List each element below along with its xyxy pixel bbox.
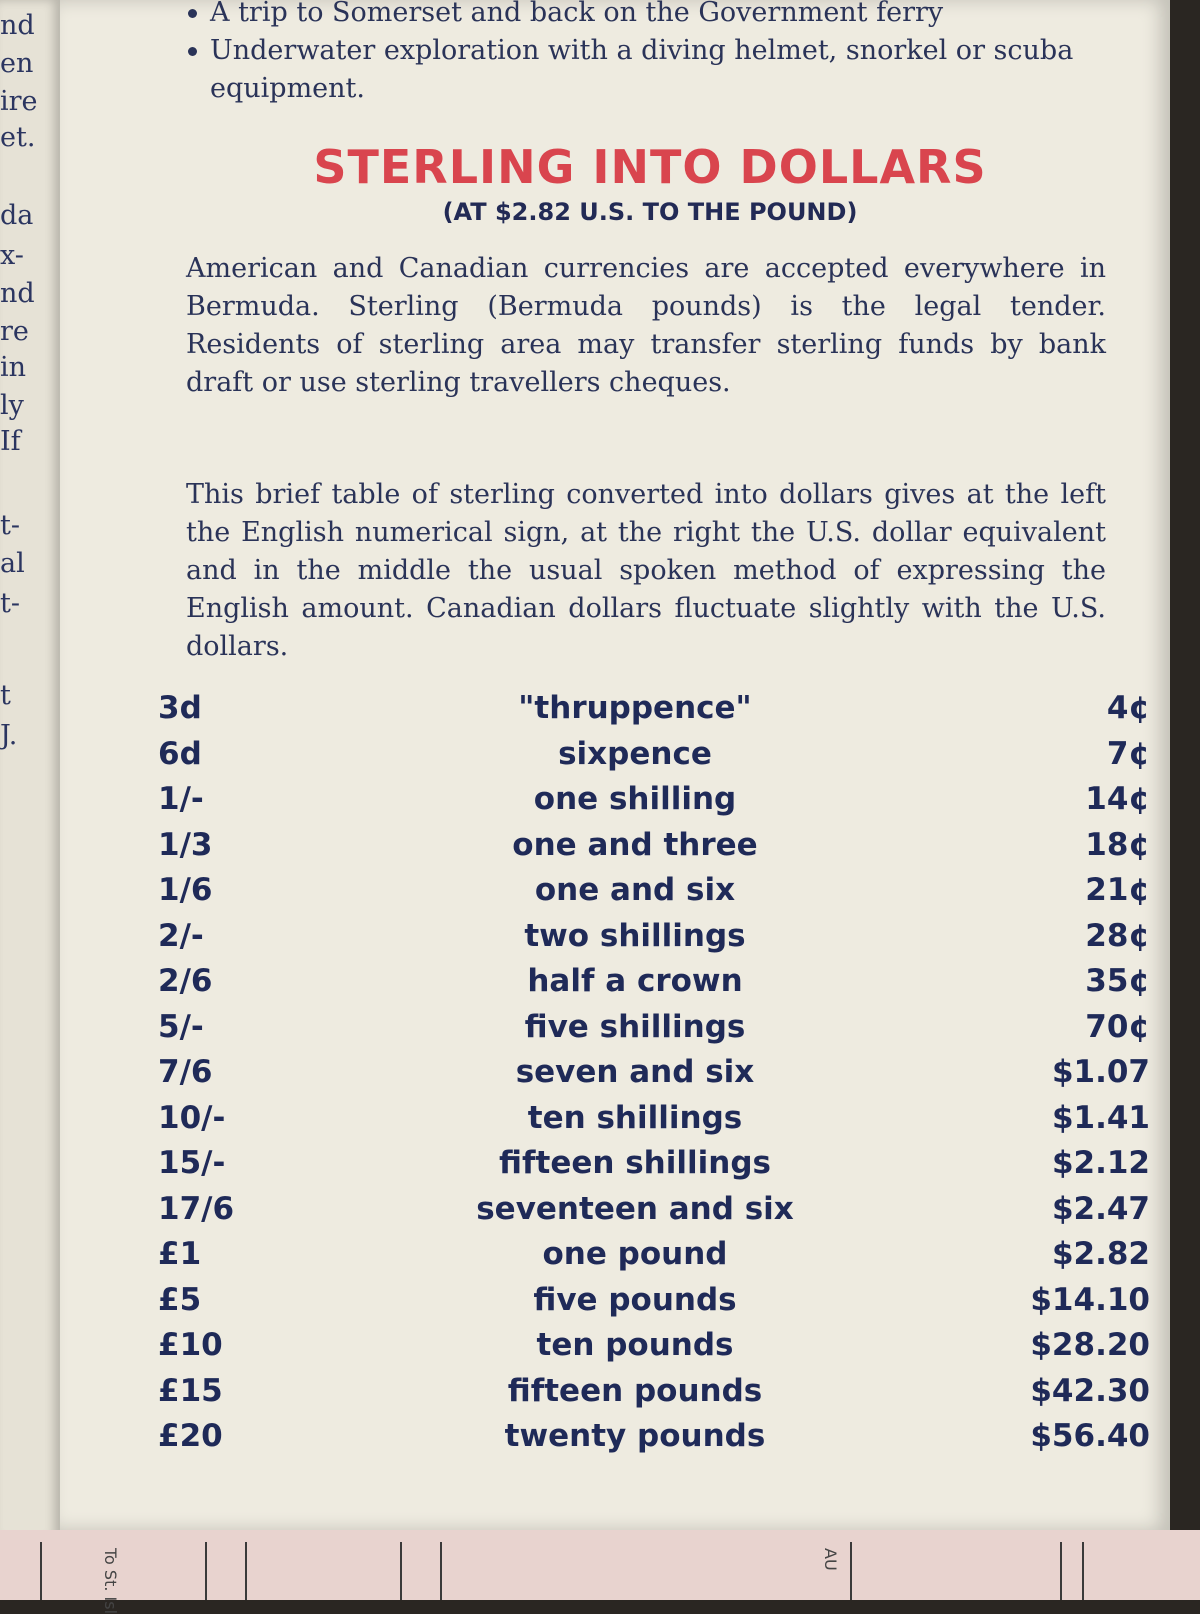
spoken-amount: seven and six	[515, 1054, 755, 1090]
left-page-fragment: J.	[0, 720, 18, 751]
conversion-row	[140, 1327, 1150, 1373]
sterling-sign: £10	[158, 1327, 223, 1363]
usd-value: $14.10	[1030, 1281, 1150, 1318]
left-page-fragment: t-	[0, 588, 20, 619]
usd-value: $2.12	[1051, 1145, 1150, 1181]
spoken-amount: half a crown	[527, 963, 743, 999]
left-page-fragment: If	[0, 426, 21, 457]
activity-bullet-list	[186, 0, 1086, 108]
sterling-sign: 2/-	[158, 917, 204, 954]
strip-label: AU	[821, 1548, 840, 1571]
conversion-row	[140, 1145, 1150, 1191]
spoken-amount: twenty pounds	[504, 1418, 766, 1454]
spoken-amount: one pound	[542, 1236, 728, 1272]
usd-value: 21¢	[1085, 872, 1150, 908]
left-page-fragment: nd	[0, 278, 35, 309]
sterling-sign: 15/-	[158, 1145, 226, 1181]
usd-value: $2.82	[1051, 1236, 1150, 1272]
currency-paragraph: American and Canadian currencies are accepted everywhere in Bermuda. Sterling (Bermuda pounds) is the legal tender. Residents of sterling area may transfer sterling funds by bank draft or use sterling travellers cheques.	[186, 253, 1106, 398]
bullet-item: A trip to Somerset and back on the Government ferry	[186, 0, 1086, 32]
left-page-fragment: ire	[0, 86, 38, 117]
usd-value: $28.20	[1030, 1327, 1150, 1363]
usd-value: 35¢	[1085, 963, 1150, 999]
usd-value: 28¢	[1085, 917, 1150, 954]
spoken-amount: ten pounds	[536, 1327, 734, 1363]
spoken-amount: five shillings	[524, 1008, 746, 1045]
conversion-row	[140, 1373, 1150, 1419]
conversion-row	[140, 827, 1150, 873]
sterling-sign: 10/-	[158, 1099, 226, 1136]
usd-value: $56.40	[1030, 1418, 1150, 1454]
conversion-row	[140, 1418, 1150, 1464]
left-page-fragment: en	[0, 48, 34, 79]
strip-label: To St. Isl	[101, 1548, 120, 1614]
spoken-amount: one shilling	[533, 781, 737, 817]
usd-value: 18¢	[1085, 826, 1150, 863]
usd-value: $1.07	[1051, 1054, 1150, 1090]
bottom-page-strip	[0, 1530, 1200, 1600]
spoken-amount: two shillings	[524, 917, 746, 954]
usd-value: $2.47	[1051, 1190, 1150, 1227]
spoken-amount: ten shillings	[527, 1099, 743, 1136]
usd-value: 70¢	[1085, 1008, 1150, 1045]
sterling-sign: £5	[158, 1281, 202, 1318]
left-page-fragment: da	[0, 200, 34, 231]
conversion-row	[140, 781, 1150, 827]
sterling-sign: £20	[158, 1418, 223, 1454]
sterling-sign: 2/6	[158, 963, 213, 999]
left-page-fragment: t-	[0, 510, 20, 541]
conversion-row	[140, 1100, 1150, 1146]
spoken-amount: one and six	[534, 872, 736, 908]
left-page-fragment: in	[0, 352, 27, 383]
bullet-item: Underwater exploration with a diving helmet, snorkel or scuba equipment.	[186, 32, 1086, 108]
sterling-sign: £15	[158, 1372, 223, 1409]
sterling-sign: 3d	[158, 690, 202, 726]
usd-value: 14¢	[1085, 781, 1150, 817]
conversion-row	[140, 918, 1150, 964]
spoken-amount: sixpence	[558, 735, 712, 772]
conversion-row	[140, 1191, 1150, 1237]
left-page-fragment: et.	[0, 122, 36, 153]
table-intro-paragraph: This brief table of sterling converted into dollars gives at the left the English numerical sign, at the right the U.S. dollar equivalent and in the middle the usual spoken method of expressing the English amount. Canadian dollars fluctuate slightly with the U.S. dollars.	[186, 479, 1106, 662]
spoken-amount: one and three	[512, 826, 758, 863]
conversion-row	[140, 1236, 1150, 1282]
conversion-row	[140, 736, 1150, 782]
left-page-fragment: t	[0, 680, 11, 711]
conversion-row	[140, 1282, 1150, 1328]
usd-value: $42.30	[1030, 1372, 1150, 1409]
spoken-amount: seventeen and six	[476, 1190, 794, 1227]
sterling-sign: 17/6	[158, 1190, 235, 1227]
spoken-amount: fifteen shillings	[499, 1145, 771, 1181]
usd-value: $1.41	[1051, 1099, 1150, 1136]
left-page-fragment: x-	[0, 240, 24, 271]
sterling-sign: 1/-	[158, 781, 204, 817]
usd-value: 7¢	[1106, 735, 1150, 772]
usd-value: 4¢	[1106, 690, 1150, 726]
sterling-sign: 1/6	[158, 872, 213, 908]
conversion-row	[140, 1054, 1150, 1100]
conversion-row	[140, 963, 1150, 1009]
sterling-sign: 1/3	[158, 826, 213, 863]
spoken-amount: "thruppence"	[518, 690, 752, 726]
page-subtitle: (AT $2.82 U.S. TO THE POUND)	[442, 198, 858, 226]
page-title: STERLING INTO DOLLARS	[313, 140, 987, 194]
sterling-sign: 6d	[158, 735, 202, 772]
conversion-row	[140, 1009, 1150, 1055]
left-page-fragment: re	[0, 316, 29, 347]
sterling-sign: 7/6	[158, 1054, 213, 1090]
adjacent-page-edge	[0, 0, 60, 1540]
left-page-fragment: al	[0, 548, 25, 579]
conversion-table	[140, 690, 1150, 1464]
spoken-amount: five pounds	[533, 1281, 737, 1318]
conversion-row	[140, 872, 1150, 918]
left-page-fragment: ly	[0, 390, 24, 421]
conversion-row	[140, 690, 1150, 736]
left-page-fragment: nd	[0, 10, 35, 41]
spoken-amount: fifteen pounds	[507, 1372, 763, 1409]
sterling-sign: £1	[158, 1236, 202, 1272]
sterling-sign: 5/-	[158, 1008, 204, 1045]
